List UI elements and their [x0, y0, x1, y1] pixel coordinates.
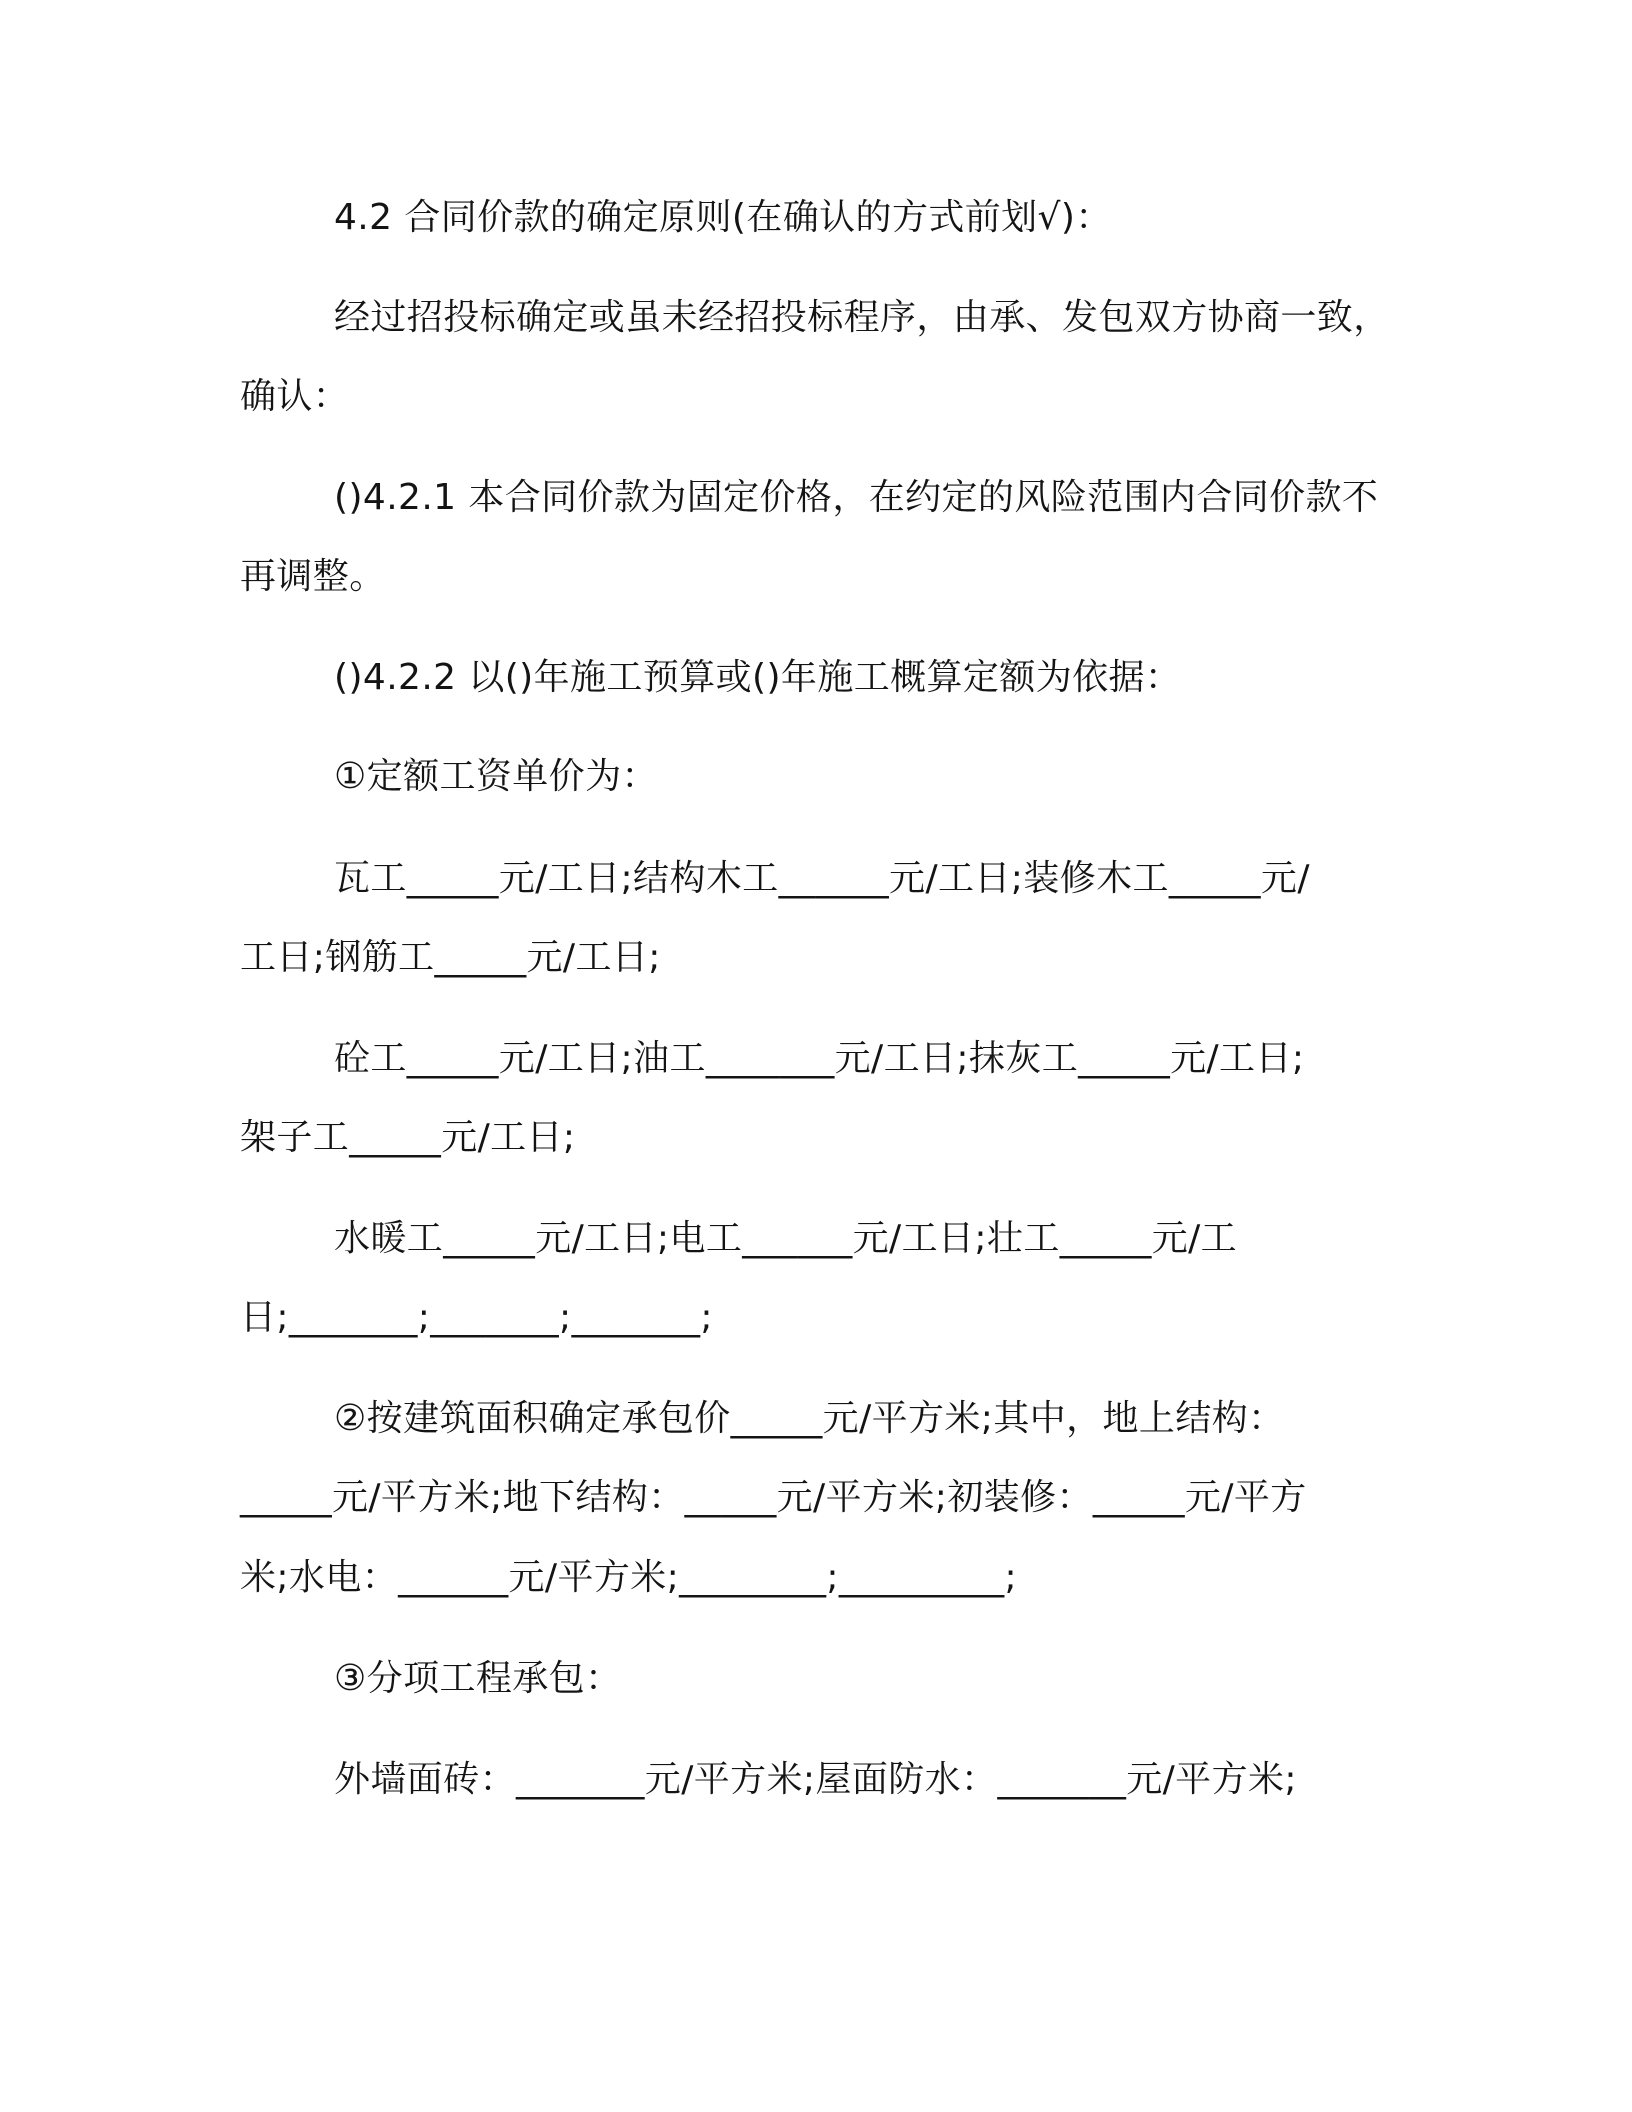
intro-paragraph-line-1: 经过招投标确定或虽未经招投标程序，由承、发包双方协商一致， — [334, 297, 1390, 338]
item-2-line-1: ②按建筑面积确定承包价_____元/平方米;其中，地上结构： — [334, 1398, 1285, 1439]
item-1-title: ①定额工资单价为： — [334, 756, 658, 797]
clause-4-2-1-line-1: ()4.2.1 本合同价款为固定价格，在约定的风险范围内合同价款不 — [334, 477, 1379, 518]
item-1-row-3-line-1: 水暖工_____元/工日;电工______元/工日;壮工_____元/工 — [334, 1218, 1238, 1259]
clause-4-2-2-line-1: ()4.2.2 以()年施工预算或()年施工概算定额为依据： — [334, 657, 1182, 698]
item-1-row-2-line-1: 砼工_____元/工日;油工_______元/工日;抹灰工_____元/工日; — [334, 1038, 1305, 1079]
item-1-row-2-line-2: 架子工_____元/工日; — [240, 1117, 576, 1158]
item-2-line-3: 米;水电：______元/平方米;________;_________; — [240, 1557, 1018, 1598]
clause-4-2-1-line-2: 再调整。 — [240, 556, 386, 597]
item-1-row-3-line-2: 日;_______;_______;_______; — [240, 1297, 713, 1338]
item-1-row-1-line-2: 工日;钢筋工_____元/工日; — [240, 937, 661, 978]
item-3-line-1: 外墙面砖：_______元/平方米;屋面防水：_______元/平方米; — [334, 1759, 1297, 1800]
section-heading-4-2: 4.2 合同价款的确定原则(在确认的方式前划√)： — [334, 197, 1112, 238]
item-1-row-1-line-1: 瓦工_____元/工日;结构木工______元/工日;装修木工_____元/ — [334, 858, 1310, 899]
intro-paragraph-line-2: 确认： — [240, 376, 350, 417]
item-3-title: ③分项工程承包： — [334, 1658, 622, 1699]
item-2-line-2: _____元/平方米;地下结构：_____元/平方米;初装修：_____元/平方 — [240, 1477, 1307, 1518]
